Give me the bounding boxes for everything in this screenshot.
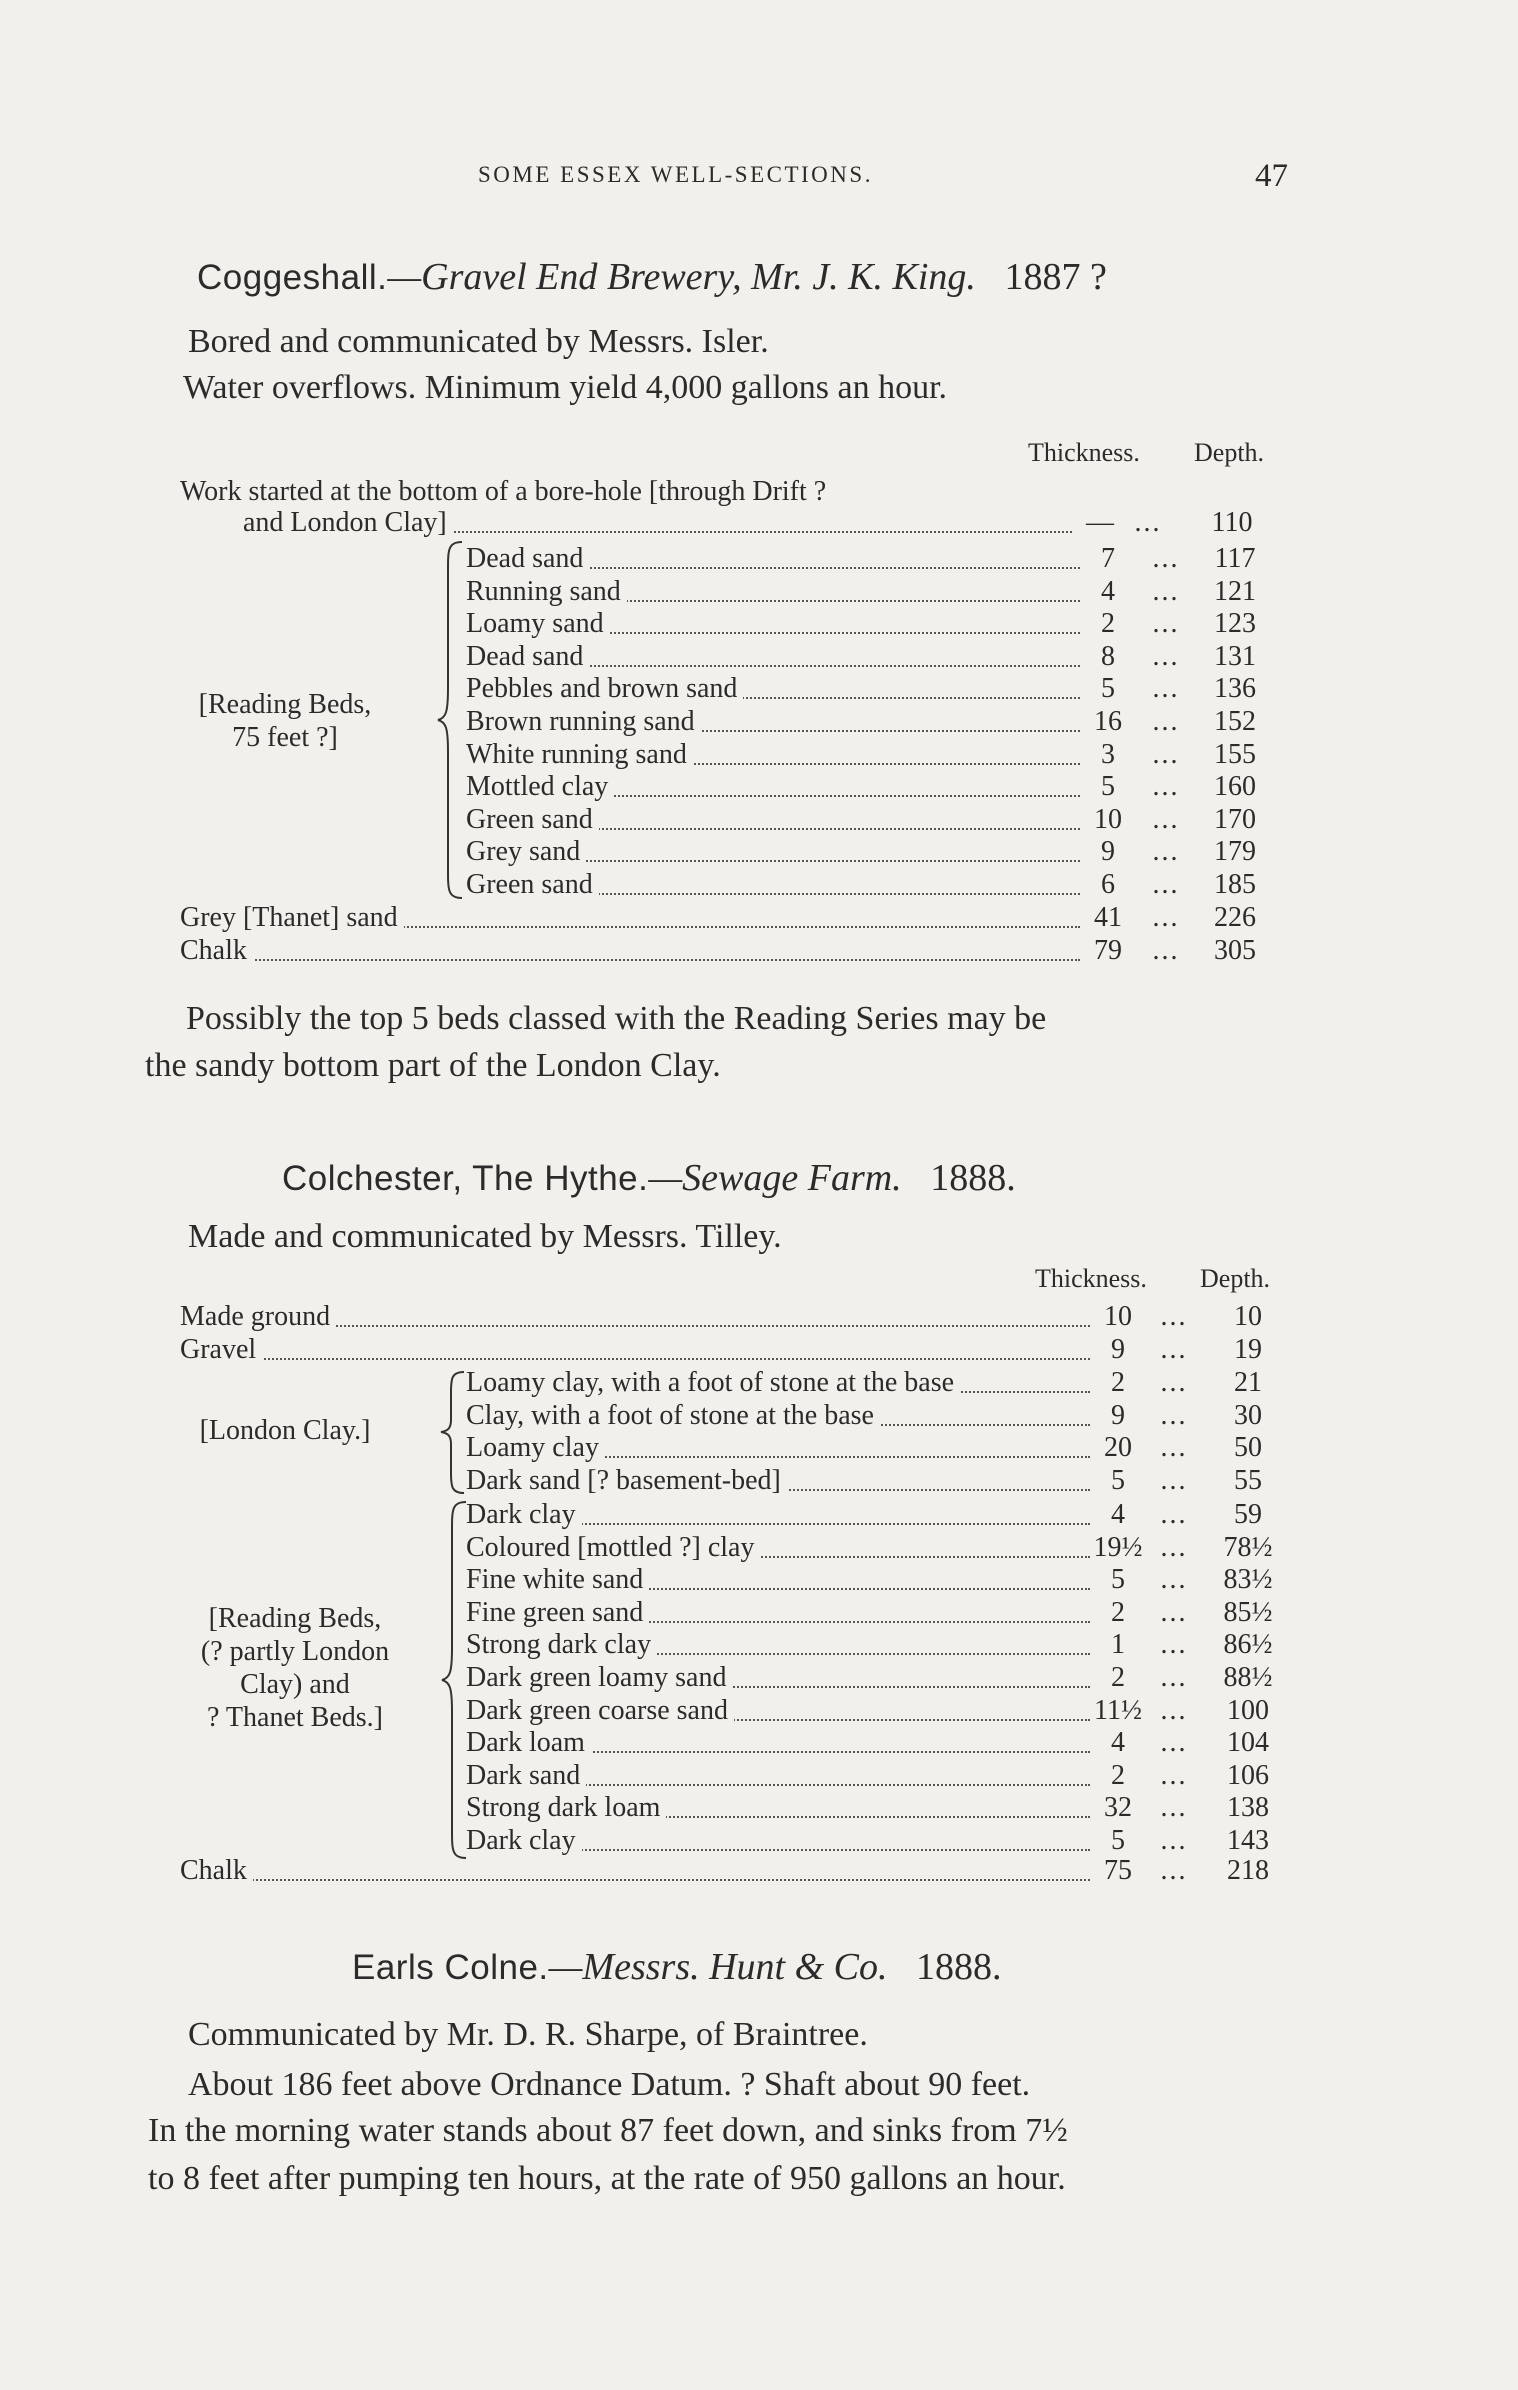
row-depth: 59: [1234, 1499, 1262, 1530]
table-row: [466, 673, 1275, 705]
row-depth: 30: [1234, 1399, 1262, 1431]
table-row: [243, 507, 1272, 539]
row-label: Clay, with a foot of stone at the base: [466, 1400, 880, 1432]
paragraph: About 186 feet above Ordnance Datum. ? Shaft about 90 feet.: [188, 2066, 1031, 2103]
row-label: Dark green coarse sand: [466, 1695, 734, 1727]
row-depth: 55: [1234, 1464, 1262, 1496]
paragraph: Bored and communicated by Messrs. Isler.: [188, 323, 769, 360]
separator-dots: ...: [1160, 1694, 1188, 1726]
table-row: [466, 1727, 1288, 1759]
group-label-london-clay: [170, 1414, 400, 1447]
table-row: [466, 543, 1275, 575]
separator-dots: ...: [1160, 1531, 1188, 1563]
intro-line: Work started at the bottom of a bore-hole [through Drift ?: [180, 476, 827, 507]
row-label: Fine green sand: [466, 1597, 649, 1629]
group-label-line: Clay) and: [240, 1669, 350, 1700]
separator-dots: ...: [1160, 1825, 1188, 1856]
table-row: [466, 1597, 1288, 1629]
group-label-reading-beds: [170, 1602, 420, 1734]
row-depth: 305: [1214, 934, 1256, 966]
row-depth: 21: [1234, 1367, 1262, 1398]
row-thickness: 5: [1111, 1464, 1125, 1496]
column-header-depth: Depth.: [1200, 1264, 1271, 1293]
place-name: Earls Colne.: [352, 1948, 549, 1987]
running-head: SOME ESSEX WELL-SECTIONS.: [478, 162, 873, 187]
brace: [436, 540, 466, 900]
table-row: [466, 1532, 1288, 1564]
separator-dots: ...: [1152, 934, 1180, 966]
row-thickness: 2: [1111, 1367, 1125, 1398]
separator-dots: ...: [1160, 1596, 1188, 1628]
separator-dots: ...: [1160, 1499, 1188, 1530]
row-label: Brown running sand: [466, 706, 701, 738]
separator-dots: ...: [1160, 1629, 1188, 1661]
row-label: Strong dark loam: [466, 1792, 666, 1824]
separator-dots: ...: [1160, 1399, 1188, 1431]
separator-dots: ...: [1160, 1855, 1188, 1886]
paragraph: Possibly the top 5 beds classed with the Reading Series may be: [186, 1000, 1047, 1037]
row-label: Mottled clay: [466, 771, 614, 803]
paragraph: Water overflows. Minimum yield 4,000 gallons an hour.: [183, 369, 948, 406]
group-label-line: [London Clay.]: [199, 1415, 371, 1446]
row-depth: 155: [1214, 738, 1256, 770]
table-row: [466, 1695, 1288, 1727]
row-depth: 50: [1234, 1432, 1262, 1464]
place-name: Colchester, The Hythe.: [282, 1159, 649, 1198]
row-thickness: 75: [1104, 1855, 1132, 1886]
row-thickness: 2: [1111, 1596, 1125, 1628]
row-label: White running sand: [466, 739, 693, 771]
separator-dots: ...: [1152, 902, 1180, 933]
separator-dots: ...: [1152, 803, 1180, 835]
table-row: [466, 1400, 1288, 1432]
row-depth: 160: [1214, 771, 1256, 803]
separator-dots: ...: [1152, 673, 1180, 705]
row-depth: 106: [1227, 1759, 1269, 1791]
row-depth: 100: [1227, 1694, 1269, 1726]
row-label: Coloured [mottled ?] clay: [466, 1532, 760, 1564]
row-depth: 226: [1214, 902, 1256, 933]
row-depth: 136: [1214, 673, 1256, 705]
row-depth: 19: [1234, 1333, 1262, 1365]
table-row: [466, 1367, 1288, 1399]
row-thickness: 10: [1104, 1301, 1132, 1332]
table-row: [466, 706, 1275, 738]
row-label: Strong dark clay: [466, 1629, 657, 1661]
group-label-line: [Reading Beds,: [208, 1603, 382, 1634]
row-thickness: 8: [1101, 640, 1115, 672]
separator-dots: ...: [1160, 1662, 1188, 1693]
table-row: [180, 1301, 1288, 1333]
row-thickness: 5: [1101, 673, 1115, 705]
row-depth: 138: [1227, 1792, 1269, 1824]
table-row: [466, 1465, 1288, 1497]
separator-dots: ...: [1152, 575, 1180, 607]
row-thickness: 4: [1111, 1727, 1125, 1759]
row-label: Green sand: [466, 804, 599, 836]
separator-dots: ...: [1152, 608, 1180, 640]
row-label: Grey [Thanet] sand: [180, 902, 404, 934]
section-year: 1888.: [916, 1946, 1002, 1988]
group-label-line: 75 feet ?]: [232, 722, 338, 753]
row-depth: 123: [1214, 608, 1256, 640]
row-depth: 88½: [1223, 1662, 1273, 1693]
separator-dots: ...: [1160, 1792, 1188, 1824]
row-depth: 179: [1214, 836, 1256, 868]
row-label: Chalk: [180, 935, 253, 967]
section-title-coggeshall: [197, 255, 1107, 299]
row-thickness: 32: [1104, 1792, 1132, 1824]
row-depth: 131: [1214, 640, 1256, 672]
row-thickness: 5: [1101, 771, 1115, 803]
page-number: 47: [1255, 158, 1288, 194]
table-row: [466, 1760, 1288, 1792]
row-thickness: 79: [1094, 934, 1122, 966]
table-row: [466, 1564, 1288, 1596]
row-thickness: 2: [1101, 608, 1115, 640]
dot-leader: [200, 935, 1080, 961]
table-row: [466, 1629, 1288, 1661]
paragraph: Communicated by Mr. D. R. Sharpe, of Braintree.: [188, 2016, 868, 2053]
separator-dots: ...: [1152, 771, 1180, 803]
row-label: Loamy clay, with a foot of stone at the base: [466, 1367, 960, 1399]
separator-dots: ...: [1152, 738, 1180, 770]
separator-dots: ...: [1160, 1727, 1188, 1759]
row-label: Chalk: [180, 1855, 253, 1887]
paragraph: Made and communicated by Messrs. Tilley.: [188, 1218, 782, 1255]
separator-dots: ...: [1152, 869, 1180, 900]
table-row: [180, 1855, 1288, 1887]
row-thickness: 4: [1101, 575, 1115, 607]
row-thickness: —: [1086, 507, 1114, 538]
table-row: [466, 1432, 1288, 1464]
paragraph: to 8 feet after pumping ten hours, at the rate of 950 gallons an hour.: [148, 2160, 1066, 2197]
row-depth: 121: [1214, 575, 1256, 607]
row-label: Made ground: [180, 1301, 336, 1333]
row-label: Dark green loamy sand: [466, 1662, 732, 1694]
section-title-earls-colne: [352, 1945, 1002, 1989]
row-label: Dark clay: [466, 1499, 582, 1531]
row-depth: 83½: [1223, 1564, 1273, 1596]
row-label: Dark sand: [466, 1760, 586, 1792]
row-thickness: 5: [1111, 1825, 1125, 1856]
row-label: Loamy sand: [466, 608, 610, 640]
table-row: [180, 935, 1275, 967]
separator-dots: ...: [1160, 1301, 1188, 1332]
table-row: [466, 576, 1275, 608]
separator-dots: ...: [1160, 1432, 1188, 1464]
section-subtitle: —Sewage Farm.: [648, 1157, 902, 1199]
row-thickness: 2: [1111, 1662, 1125, 1693]
table-row: [466, 1662, 1288, 1694]
place-name: Coggeshall.: [197, 258, 388, 297]
row-thickness: 2: [1111, 1759, 1125, 1791]
table-row: [180, 1334, 1288, 1366]
row-thickness: 20: [1104, 1432, 1132, 1464]
row-label: Grey sand: [466, 836, 586, 868]
section-year: 1887 ?: [1004, 256, 1107, 298]
group-label-line: ? Thanet Beds.]: [207, 1702, 383, 1733]
row-label: Dark sand [? basement-bed]: [466, 1465, 787, 1497]
row-thickness: 3: [1101, 738, 1115, 770]
table-row: [466, 739, 1275, 771]
row-thickness: 7: [1101, 543, 1115, 574]
row-thickness: 41: [1094, 902, 1122, 933]
table-row: [466, 804, 1275, 836]
separator-dots: ...: [1152, 543, 1180, 574]
section-subtitle: —Gravel End Brewery, Mr. J. K. King.: [387, 256, 976, 298]
row-label: Dark clay: [466, 1825, 582, 1857]
row-depth: 78½: [1223, 1531, 1273, 1563]
column-header-depth: Depth.: [1194, 438, 1265, 467]
row-label: Dark loam: [466, 1727, 591, 1759]
brace: [438, 1370, 468, 1495]
row-label: Pebbles and brown sand: [466, 673, 743, 705]
separator-dots: ...: [1134, 507, 1162, 538]
separator-dots: ...: [1152, 706, 1180, 737]
row-depth: 104: [1227, 1727, 1269, 1759]
separator-dots: ...: [1160, 1759, 1188, 1791]
table-row: [466, 771, 1275, 803]
row-thickness: 1: [1111, 1629, 1125, 1661]
row-thickness: 5: [1111, 1564, 1125, 1596]
row-thickness: 4: [1111, 1499, 1125, 1530]
row-depth: 143: [1227, 1825, 1269, 1856]
row-thickness: 10: [1094, 803, 1122, 835]
section-subtitle: —Messrs. Hunt & Co.: [548, 1946, 888, 1988]
row-label: and London Clay]: [243, 507, 453, 539]
table-row: [466, 836, 1275, 868]
table-row: [466, 1792, 1288, 1824]
row-thickness: 19½: [1093, 1531, 1143, 1563]
separator-dots: ...: [1160, 1564, 1188, 1596]
row-depth: 10: [1234, 1301, 1262, 1332]
table-row: [466, 608, 1275, 640]
row-thickness: 11½: [1094, 1694, 1142, 1726]
row-depth: 185: [1214, 869, 1256, 900]
table-row: [466, 1825, 1288, 1857]
separator-dots: ...: [1160, 1333, 1188, 1365]
row-label: Loamy clay: [466, 1432, 605, 1464]
row-thickness: 6: [1101, 869, 1115, 900]
row-label: Dead sand: [466, 641, 589, 673]
row-depth: 152: [1214, 706, 1256, 737]
separator-dots: ...: [1152, 640, 1180, 672]
table-row: [466, 869, 1275, 901]
group-label-reading-beds: [170, 688, 400, 754]
group-label-line: (? partly London: [200, 1636, 390, 1667]
paragraph: the sandy bottom part of the London Clay.: [145, 1047, 721, 1084]
row-label: Green sand: [466, 869, 599, 901]
row-label: Dead sand: [466, 543, 589, 575]
row-thickness: 9: [1111, 1399, 1125, 1431]
column-header-thickness: Thickness.: [1028, 438, 1140, 467]
row-thickness: 16: [1094, 706, 1122, 737]
table-row: [466, 1499, 1288, 1531]
section-year: 1888.: [930, 1157, 1016, 1199]
dot-leader: [200, 1334, 1090, 1360]
row-label: Gravel: [180, 1334, 262, 1366]
row-depth: 218: [1227, 1855, 1269, 1886]
column-header-thickness: Thickness.: [1035, 1264, 1147, 1293]
row-label: Fine white sand: [466, 1564, 649, 1596]
row-depth: 85½: [1223, 1596, 1273, 1628]
group-label-line: [Reading Beds,: [198, 689, 372, 720]
separator-dots: ...: [1160, 1464, 1188, 1496]
table-row: [466, 641, 1275, 673]
section-title-colchester: [282, 1156, 1016, 1200]
dot-leader: [200, 1855, 1090, 1881]
separator-dots: ...: [1152, 836, 1180, 868]
row-depth: 110: [1211, 507, 1253, 538]
separator-dots: ...: [1160, 1367, 1188, 1398]
row-depth: 86½: [1223, 1629, 1273, 1661]
row-thickness: 9: [1101, 836, 1115, 868]
row-thickness: 9: [1111, 1333, 1125, 1365]
row-depth: 170: [1214, 803, 1256, 835]
row-depth: 117: [1214, 543, 1256, 574]
table-row: [180, 902, 1275, 934]
paragraph: In the morning water stands about 87 feet down, and sinks from 7½: [148, 2112, 1068, 2149]
row-label: Running sand: [466, 576, 627, 608]
